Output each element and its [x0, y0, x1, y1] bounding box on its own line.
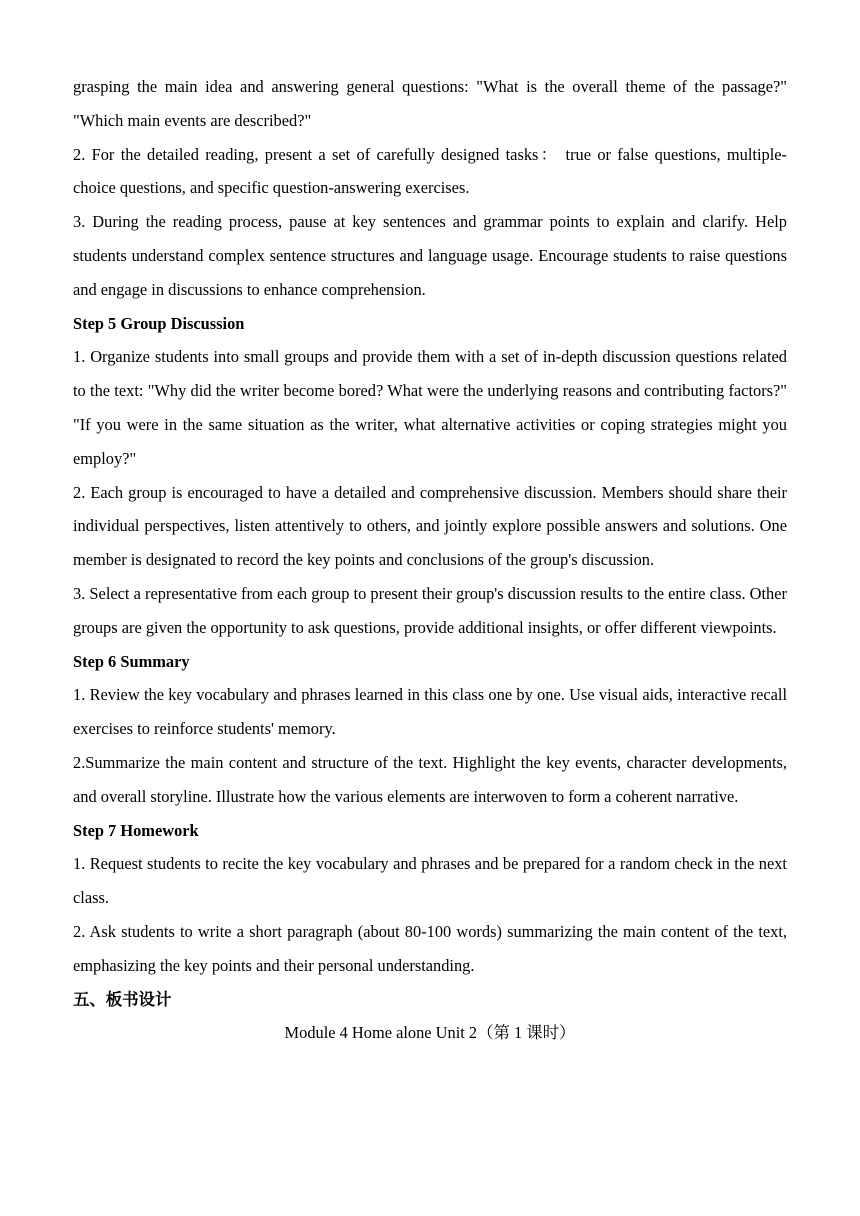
step6-item-1: 1. Review the key vocabulary and phrases learned in this class one by one. Use visual aids, interactive recall exercises to reinforce students' memory.: [73, 685, 787, 739]
intro-paragraph: grasping the main idea and answering general questions: "What is the overall theme of the passage?" "Which main events are described?": [73, 77, 787, 130]
reading-item-3: 3. During the reading process, pause at key sentences and grammar points to explain and clarify. Help students understand complex sentence structures and language usage. Encourage students to raise questions and engage in discussions to enhance comprehension.: [73, 212, 787, 299]
step6-item-2: 2.Summarize the main content and structure of the text. Highlight the key events, character developments, and overall storyline. Illustrate how the various elements are interwoven to form a coherent narrative.: [73, 752, 787, 806]
step7-item-1: 1. Request students to recite the key vocabulary and phrases and be prepared for a random check in the next class.: [73, 854, 787, 908]
reading-item-2: 2. For the detailed reading, present a set of carefully designed tasks： true or false questions, multiple-choice questions, and specific question-answering exercises.: [73, 144, 787, 198]
step7-item-2: 2. Ask students to write a short paragraph (about 80-100 words) summarizing the main content of the text, emphasizing the key points and their personal understanding.: [73, 921, 787, 975]
step5-heading: Step 5 Group Discussion: [73, 313, 245, 333]
step5-item-1: 1. Organize students into small groups and provide them with a set of in-depth discussion questions related to the text: "Why did the writer become bored? What were the underlying reasons and contributing factors?" "If you were in the same situation as the writer, what alternative activities or coping strategies might you employ?": [73, 347, 787, 468]
board-design-title: Module 4 Home alone Unit 2（第 1 课时）: [284, 1023, 576, 1043]
step5-item-3: 3. Select a representative from each group to present their group's discussion results to the entire class. Other groups are given the opportunity to ask questions, provide additional insights, or offer different viewpoints.: [73, 583, 787, 637]
step6-heading: Step 6 Summary: [73, 651, 190, 671]
step7-heading: Step 7 Homework: [73, 820, 199, 840]
board-design-heading: 五、板书设计: [73, 989, 172, 1009]
step5-item-2: 2. Each group is encouraged to have a detailed and comprehensive discussion. Members should share their individual perspectives, listen attentively to others, and jointly explore possible answers and solutions. One member is designated to record the key points and conclusions of the group's discussion.: [73, 482, 787, 570]
